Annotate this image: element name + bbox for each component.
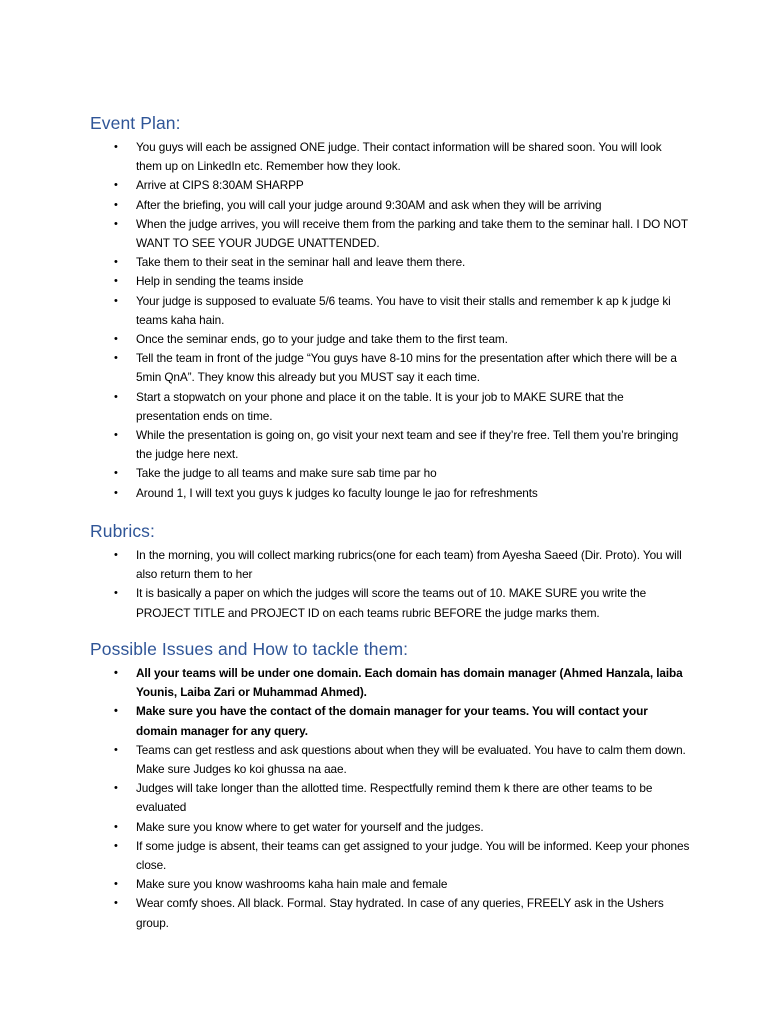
list-item-text: Make sure you have the contact of the domain manager for your teams. You will contact your domain manager for any query. [136,704,648,738]
event-plan-heading: Event Plan: [90,113,181,133]
list-item [90,330,690,349]
list-item [90,292,690,330]
list-item [90,426,690,464]
event-plan-list [90,138,690,503]
bullet-icon: • [114,549,118,561]
bullet-icon: • [114,275,118,288]
list-item [90,837,690,875]
list-item [90,253,690,272]
bullet-icon: • [114,352,118,365]
list-item-text: Your judge is supposed to evaluate 5/6 teams. You have to visit their stalls and remember k ap k judge ki teams kaha hain. [136,293,671,327]
list-item-text: Start a stopwatch on your phone and place it on the table. It is your job to MAKE SURE that the presentation ends on time. [136,389,624,423]
list-item-text: Wear comfy shoes. All black. Formal. Stay hydrated. In case of any queries, FREELY ask in the Ushers group. [136,896,664,930]
list-item-text: Take them to their seat in the seminar hall and leave them there. [136,255,466,270]
list-item [90,349,690,387]
bullet-icon: • [114,587,118,600]
bullet-icon: • [114,897,118,910]
list-item-text: When the judge arrives, you will receive them from the parking and take them to the seminar hall. I DO NOT WANT TO SEE YOUR JUDGE UNATTENDED. [136,216,688,251]
bullet-icon: • [114,390,118,403]
list-item [90,875,690,894]
rubrics-list [90,546,690,623]
list-item [90,196,690,215]
bullet-icon: • [114,217,118,230]
bullet-icon: • [114,429,118,442]
bullet-icon: • [114,839,118,852]
list-item-text: Judges will take longer than the allotted time. Respectfully remind them k there are other teams to be evaluated [136,781,653,815]
list-item [90,664,690,702]
rubrics-heading: Rubrics: [90,521,155,541]
list-item-text: Around 1, I will text you guys k judges ko faculty lounge le jao for refreshments [136,485,538,500]
list-item [90,584,690,622]
list-item [90,818,690,837]
list-item-text: Make sure you know where to get water for yourself and the judges. [136,819,484,834]
list-item-text: If some judge is absent, their teams can get assigned to your judge. You will be informed. Keep your phones close. [136,838,690,873]
list-item-text: After the briefing, you will call your judge around 9:30AM and ask when they will be arriving [136,197,602,212]
issues-heading: Possible Issues and How to tackle them: [90,639,409,659]
list-item [90,138,690,176]
list-item [90,388,690,426]
bullet-icon: • [114,256,118,269]
list-item [90,894,690,932]
bullet-icon: • [114,782,118,795]
list-item-text: All your teams will be under one domain. Each domain has domain manager (Ahmed Hanzala, laiba Younis, Laiba Zari or Muhammad Ahmed). [136,666,683,700]
bullet-icon: • [114,486,118,499]
list-item-text: You guys will each be assigned ONE judge. Their contact information will be shared soon. You will look them up on LinkedIn etc. Remember how they look. [136,140,662,174]
bullet-icon: • [114,667,118,679]
list-item [90,176,690,195]
list-item-text: In the morning, you will collect marking rubrics(one for each team) from Ayesha Saeed (Dir. Proto). You will also return them to her [136,548,682,582]
list-item [90,741,690,779]
list-item-text: Arrive at CIPS 8:30AM SHARPP [136,178,304,193]
list-item [90,702,690,740]
list-item-text: Tell the team in front of the judge “You guys have 8-10 mins for the presentation after which there will be a 5min QnA”. They know this already but you MUST say it each time. [136,351,677,385]
issues-section [90,638,690,933]
list-item-text: It is basically a paper on which the judges will score the teams out of 10. MAKE SURE you write the PROJECT TITLE and PROJECT ID on each teams rubric BEFORE the judge marks them. [136,586,647,620]
bullet-icon: • [114,743,118,756]
bullet-icon: • [114,820,118,833]
issues-list [90,664,690,933]
list-item [90,272,690,291]
bullet-icon: • [114,294,118,307]
bullet-icon: • [114,705,118,718]
list-item [90,546,690,584]
list-item-text: Help in sending the teams inside [136,274,304,289]
event-plan-section [90,112,690,503]
list-item [90,484,690,503]
list-item-text: Make sure you know washrooms kaha hain male and female [136,877,448,892]
list-item-text: While the presentation is going on, go visit your next team and see if they’re free. Tell them you’re bringing the judge here next. [136,428,679,462]
bullet-icon: • [114,333,118,346]
bullet-icon: • [114,878,118,891]
bullet-icon: • [114,198,118,211]
list-item-text: Take the judge to all teams and make sure sab time par ho [136,466,437,481]
bullet-icon: • [114,141,118,153]
bullet-icon: • [114,179,118,192]
list-item-text: Teams can get restless and ask questions about when they will be evaluated. You have to calm them down. Make sure Judges ko koi ghussa na aae. [136,742,686,777]
list-item [90,779,690,817]
list-item [90,464,690,483]
list-item-text: Once the seminar ends, go to your judge and take them to the first team. [136,332,508,347]
bullet-icon: • [114,467,118,480]
rubrics-section [90,520,690,623]
list-item [90,215,690,253]
